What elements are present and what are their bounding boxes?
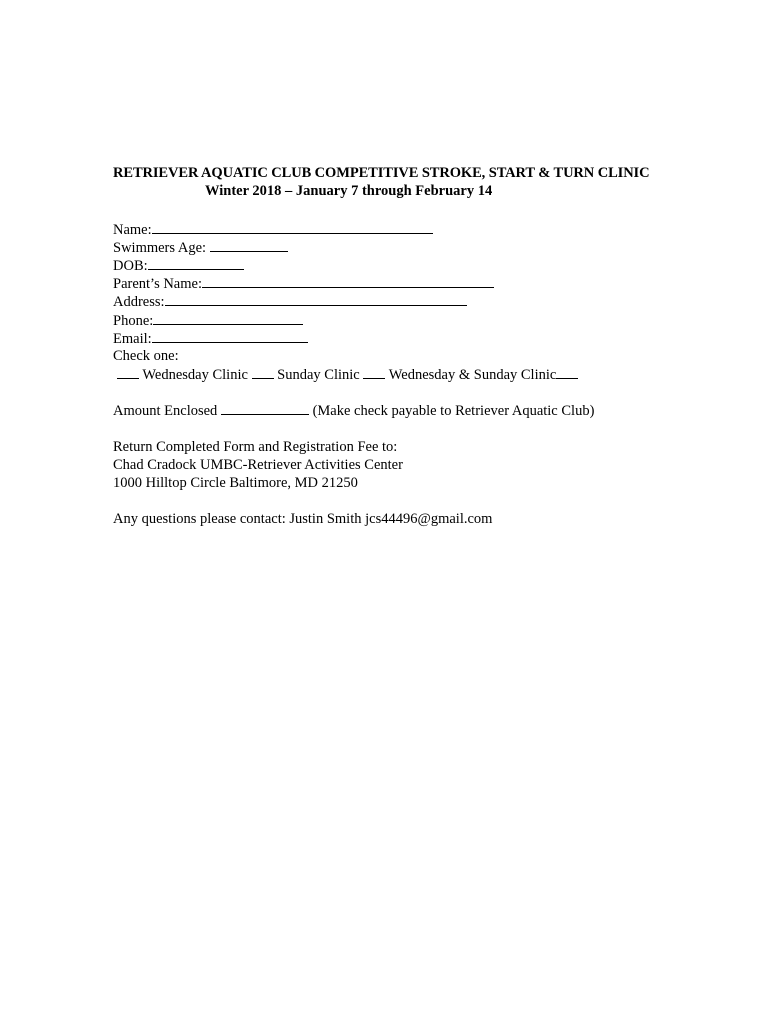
sunday-check-blank[interactable]	[252, 365, 274, 379]
phone-blank[interactable]	[153, 311, 303, 325]
name-label: Name:	[113, 222, 152, 238]
return-recipient: Chad Cradock UMBC-Retriever Activities Center	[113, 457, 403, 473]
dob-label: DOB:	[113, 258, 148, 274]
address-row	[113, 292, 467, 310]
dob-blank[interactable]	[148, 256, 244, 270]
address-blank[interactable]	[165, 292, 467, 306]
sunday-option-label: Sunday Clinic	[277, 367, 360, 383]
return-address: 1000 Hilltop Circle Baltimore, MD 21250	[113, 475, 358, 491]
parent-blank[interactable]	[202, 274, 494, 288]
check-one-label: Check one:	[113, 348, 179, 364]
amount-note: (Make check payable to Retriever Aquatic Club)	[312, 403, 595, 419]
age-label: Swimmers Age:	[113, 240, 207, 256]
amount-row	[113, 401, 594, 419]
email-blank[interactable]	[152, 329, 308, 343]
form-title: RETRIEVER AQUATIC CLUB COMPETITIVE STROKE, START & TURN CLINIC	[113, 165, 650, 181]
parent-row	[113, 274, 494, 292]
return-heading: Return Completed Form and Registration Fee to:	[113, 439, 398, 455]
email-row	[113, 329, 308, 347]
contact-line: Any questions please contact: Justin Smith jcs44496@gmail.com	[113, 511, 493, 527]
both-check-blank[interactable]	[363, 365, 385, 379]
address-label: Address:	[113, 294, 165, 310]
dob-row	[113, 256, 244, 274]
phone-label: Phone:	[113, 313, 154, 329]
wednesday-option-label: Wednesday Clinic	[142, 367, 248, 383]
form-subtitle: Winter 2018 – January 7 through February 14	[205, 183, 493, 199]
amount-blank[interactable]	[221, 401, 309, 415]
clinic-options-row	[113, 365, 578, 383]
amount-label: Amount Enclosed	[113, 403, 218, 419]
email-label: Email:	[113, 331, 152, 347]
age-row	[113, 238, 288, 256]
phone-row	[113, 311, 303, 329]
wednesday-check-blank[interactable]	[117, 365, 139, 379]
parent-label: Parent’s Name:	[113, 276, 202, 292]
age-blank[interactable]	[210, 238, 288, 252]
name-blank[interactable]	[152, 220, 433, 234]
both-option-label: Wednesday & Sunday Clinic	[388, 367, 557, 383]
name-row	[113, 220, 433, 238]
both-trailing-blank[interactable]	[556, 365, 578, 379]
